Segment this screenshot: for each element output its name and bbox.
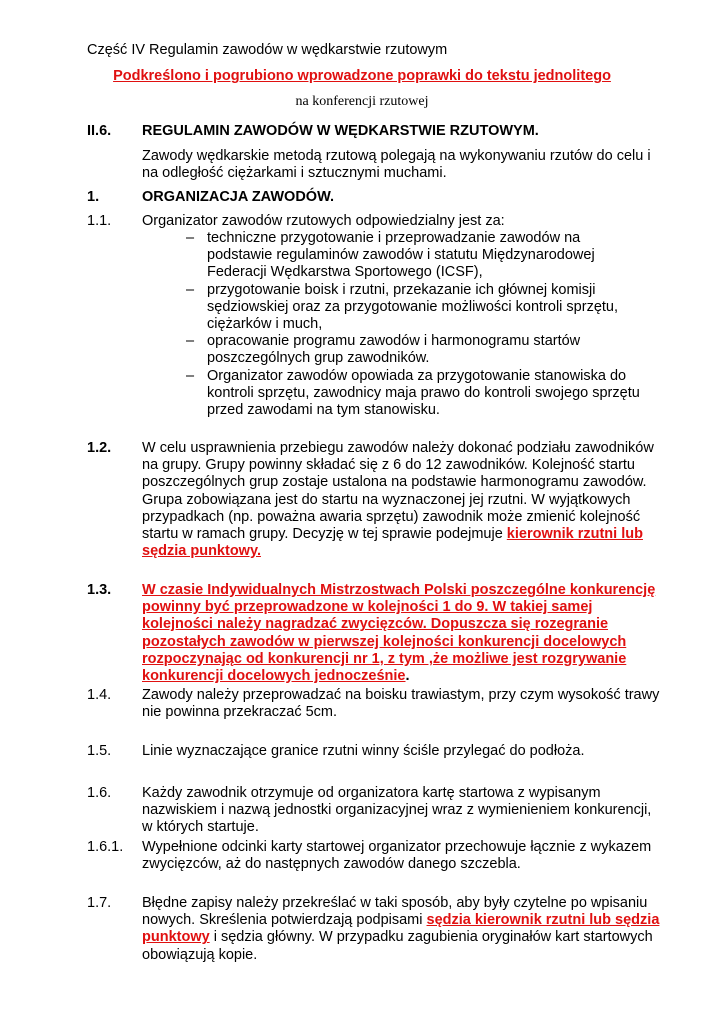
part-title: Część IV Regulamin zawodów w wędkarstwie rzutowym — [87, 42, 448, 58]
dash-marker: – — [186, 230, 195, 246]
responsibility-list — [186, 230, 646, 419]
paragraph-text: Organizator zawodów rzutowych odpowiedzialny jest za: — [142, 213, 505, 229]
paragraph-text: W celu usprawnienia przebiegu zawodów należy dokonać podziału zawodników na grupy. Grupy powinny składać się z 6 do 12 zawodników. Kolejność startu poszczególnych grup zostaje ustalona na podstawie harmonogramu zawodów. Grupa zobowiązana jest do startu na wyznaczonej jej rzutni. W wyjątkowych przypadkach (np. poważna awaria sprzętu) zawodnik może zmienić kolejność startu w ramach grupy. Decyzję w tej sprawie podejmuje kierownik rzutni lub sędzia punktowy. — [142, 440, 654, 560]
dash-marker: – — [186, 333, 195, 350]
chapter-title: ORGANIZACJA ZAWODÓW. — [142, 189, 334, 205]
paragraph-number: 1.3. — [87, 582, 112, 598]
list-item: – techniczne przygotowanie i przeprowadzanie zawodów na podstawie regulaminów zawodów i statutu Międzynarodowej Federacji Wędkarstwa Sportowego (ICSF), — [186, 230, 595, 281]
paragraph-number: 1.2. — [87, 440, 112, 456]
list-item: – przygotowanie boisk i rzutni, przekazanie ich głównej komisji sędziowskiej oraz za przygotowanie możliwości kontroli sprzętu, ciężarków i much, — [186, 281, 618, 333]
paragraph-number: 1.6. — [87, 785, 112, 801]
paragraph-text: W czasie Indywidualnych Mistrzostwach Polski poszczególne konkurencję powinny być przeprowadzone w kolejności 1 do 9. W takiej samej kolejności należy nagradzać zwycięzców. Dopuszcza się rozegranie pozostałych zawodów w pierwszej kolejności konkurencji docelowych rozpoczynając od konkurencji nr 1, z tym ,że możliwe jest rozgrywanie konkurencji docelowych jednocześnie. — [142, 582, 656, 685]
paragraph-text: Błędne zapisy należy przekreślać w taki sposób, aby były czytelne po wpisaniu nowych. Skreślenia potwierdzają podpisami sędzia kierownik rzutni lub sędzia punktowy i sędzia główny. W przypadku zagubienia oryginałów kart startowych obowiązują kopie. — [142, 895, 660, 963]
list-item: – opracowanie programu zawodów i harmonogramu startów poszczególnych grup zawodników. — [186, 333, 581, 367]
paragraph-number: 1.7. — [87, 895, 112, 911]
amended-text: kierownik rzutni lub sędzia punktowy. — [142, 526, 643, 560]
amended-text: sędzia kierownik rzutni lub sędzia punktowy — [142, 912, 660, 946]
paragraph-text: Zawody należy przeprowadzać na boisku trawiastym, przy czym wysokość trawy nie powinna przekraczać 5cm. — [142, 687, 660, 721]
paragraph-number: 1.1. — [87, 213, 112, 229]
section-intro: Zawody wędkarskie metodą rzutową polegają na wykonywaniu rzutów do celu i na odległość ciężarkami i sztucznymi muchami. — [142, 148, 651, 182]
paragraph-number: 1.4. — [87, 687, 112, 703]
paragraph-number: 1.5. — [87, 743, 112, 759]
chapter-number: 1. — [87, 189, 100, 205]
dash-marker: – — [186, 281, 195, 298]
dash-marker: – — [186, 367, 195, 384]
amendment-notice: Podkreślono i pogrubiono wprowadzone poprawki do tekstu jednolitego — [113, 68, 611, 84]
list-item: – Organizator zawodów opowiada za przygotowanie stanowiska do kontroli sprzętu, zawodnicy maja prawo do kontroli swojego sprzętu przed zawodami na tym stanowisku. — [186, 367, 640, 419]
paragraph-text: Wypełnione odcinki karty startowej organizator przechowuje łącznie z wykazem zwycięzców, aż do następnych zawodów danego szczebla. — [142, 839, 652, 873]
paragraph-text: Linie wyznaczające granice rzutni winny ściśle przylegać do podłoża. — [142, 743, 585, 759]
amended-text: W czasie Indywidualnych Mistrzostwach Polski poszczególne konkurencję powinny być przeprowadzone w kolejności 1 do 9. W takiej samej kolejności należy nagradzać zwycięzców. Dopuszcza się rozegranie pozostałych zawodów w pierwszej kolejności konkurencji docelowych rozpoczynając od konkurencji nr 1, z tym ,że możliwe jest rozgrywanie konkurencji docelowych jednocześnie — [142, 582, 656, 685]
paragraph-number: 1.6.1. — [87, 839, 124, 855]
paragraph-text: Każdy zawodnik otrzymuje od organizatora kartę startowa z wypisanym nazwiskiem i nazwą jednostki organizacyjnej wraz z wymienieniem konkurencji, w których startuje. — [142, 785, 652, 836]
section-title: REGULAMIN ZAWODÓW W WĘDKARSTWIE RZUTOWYM. — [142, 123, 539, 139]
section-number: II.6. — [87, 123, 112, 139]
conference-note: na konferencji rzutowej — [295, 94, 429, 109]
